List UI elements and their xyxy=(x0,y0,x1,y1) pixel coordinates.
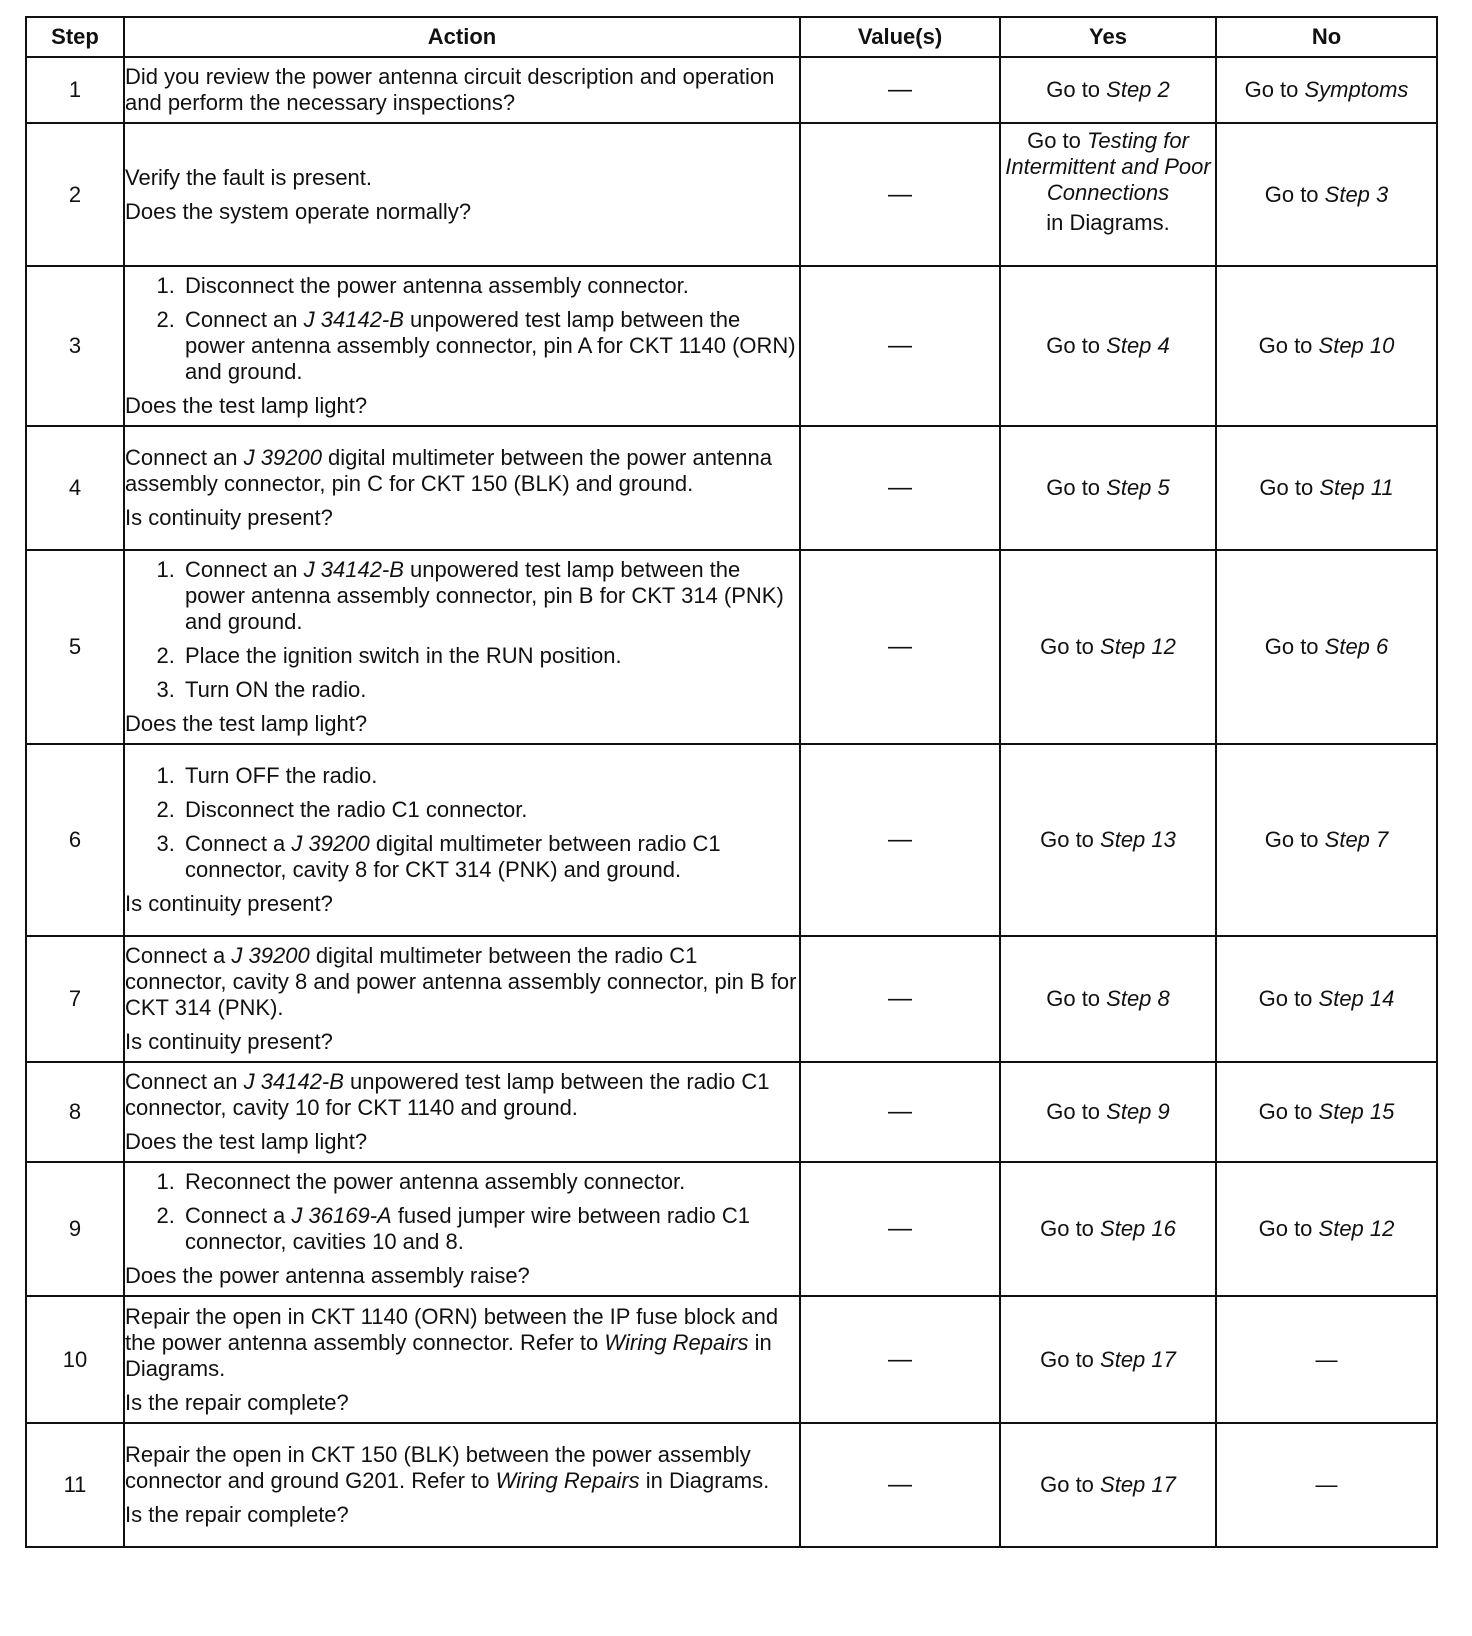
yes-cell: Go to Step 12 xyxy=(1000,550,1216,744)
value-cell: — xyxy=(800,266,1000,426)
action-text: Does the system operate normally? xyxy=(125,198,472,224)
action-cell xyxy=(124,1423,800,1547)
action-cell xyxy=(124,936,800,1062)
table-row xyxy=(26,57,1437,123)
action-cell xyxy=(124,1296,800,1423)
action-text: Repair the open in CKT 150 (BLK) between the power assembly connector and ground G201. Refer to Wiring Repairs in Diagrams. xyxy=(125,1442,770,1493)
header-no: No xyxy=(1216,17,1437,57)
header-values: Value(s) xyxy=(800,17,1000,57)
step-link: Symptoms xyxy=(1304,77,1409,102)
action-step: 2. Connect an J 34142-B unpowered test lamp between the power antenna assembly connector, pin A for CKT 1140 (ORN) and ground. xyxy=(181,307,799,385)
value-cell: — xyxy=(800,1062,1000,1162)
no-cell: Go to Step 12 xyxy=(1216,1162,1437,1296)
yes-cell: Go to Step 16 xyxy=(1000,1162,1216,1296)
tool-reference: J 39200 xyxy=(243,445,322,470)
action-cell xyxy=(124,266,800,426)
action-text: Connect a J 39200 digital multimeter between the radio C1 connector, cavity 8 and power antenna assembly connector, pin B for CKT 314 (PNK). xyxy=(125,943,797,1020)
step-number: 6 xyxy=(26,744,124,936)
table-row xyxy=(26,266,1437,426)
action-text: Did you review the power antenna circuit description and operation and perform the necessary inspections? xyxy=(125,64,775,115)
action-text: Connect an J 34142-B unpowered test lamp between the radio C1 connector, cavity 10 for CKT 1140 and ground. xyxy=(125,1069,770,1120)
table-row xyxy=(26,426,1437,550)
step-link: Step 16 xyxy=(1100,1216,1176,1241)
action-question: Is continuity present? xyxy=(125,505,333,530)
tool-reference: Wiring Repairs xyxy=(604,1329,749,1355)
step-link: Step 10 xyxy=(1318,333,1395,358)
action-steps xyxy=(125,1169,799,1255)
action-steps xyxy=(125,273,799,385)
reference-link: Testing for Intermittent and Poor Connections xyxy=(1005,128,1211,205)
tool-reference: J 34142-B xyxy=(243,1069,344,1094)
action-step: 2. Place the ignition switch in the RUN position. xyxy=(181,643,799,669)
value-cell: — xyxy=(800,936,1000,1062)
action-step: 2. Disconnect the radio C1 connector. xyxy=(181,797,799,823)
no-cell: Go to Symptoms xyxy=(1216,57,1437,123)
tool-reference: J 34142-B xyxy=(303,557,404,582)
yes-text: Go to Testing for Intermittent and Poor Connections xyxy=(1005,128,1211,205)
step-number: 7 xyxy=(26,936,124,1062)
action-step: 3. Connect a J 39200 digital multimeter between radio C1 connector, cavity 8 for CKT 314 (PNK) and ground. xyxy=(181,831,799,883)
action-cell xyxy=(124,1162,800,1296)
table-row xyxy=(26,123,1437,266)
no-cell: Go to Step 6 xyxy=(1216,550,1437,744)
step-number: 9 xyxy=(26,1162,124,1296)
action-step: 1. Turn OFF the radio. xyxy=(181,763,799,789)
action-text: Verify the fault is present. xyxy=(125,164,373,190)
step-number: 3 xyxy=(26,266,124,426)
no-cell: — xyxy=(1216,1423,1437,1547)
table-body xyxy=(26,57,1437,1547)
step-link: Step 17 xyxy=(1100,1472,1176,1497)
value-cell: — xyxy=(800,123,1000,266)
action-question: Does the test lamp light? xyxy=(125,393,368,418)
action-cell xyxy=(124,1062,800,1162)
header-step: Step xyxy=(26,17,124,57)
no-cell: — xyxy=(1216,1296,1437,1423)
action-question: Is the repair complete? xyxy=(125,1389,349,1415)
yes-suffix: in Diagrams. xyxy=(1046,210,1170,235)
tool-reference: J 36169-A xyxy=(291,1203,392,1228)
value-cell: — xyxy=(800,1296,1000,1423)
step-number: 4 xyxy=(26,426,124,550)
no-cell: Go to Step 11 xyxy=(1216,426,1437,550)
action-text: Repair the open in CKT 1140 (ORN) between the IP fuse block and the power antenna assembly connector. Refer to Wiring Repairs in Diagrams. xyxy=(125,1303,779,1381)
action-question: Is continuity present? xyxy=(125,1029,333,1054)
step-link: Step 13 xyxy=(1100,827,1176,852)
action-steps xyxy=(125,557,799,703)
yes-cell: Go to Step 5 xyxy=(1000,426,1216,550)
tool-reference: J 39200 xyxy=(291,831,370,856)
no-cell: Go to Step 14 xyxy=(1216,936,1437,1062)
step-number: 5 xyxy=(26,550,124,744)
step-link: Step 14 xyxy=(1318,986,1395,1011)
header-action: Action xyxy=(124,17,800,57)
no-cell: Go to Step 3 xyxy=(1216,123,1437,266)
no-cell: Go to Step 10 xyxy=(1216,266,1437,426)
action-text: Connect an J 39200 digital multimeter between the power antenna assembly connector, pin C for CKT 150 (BLK) and ground. xyxy=(125,445,772,496)
step-link: Step 12 xyxy=(1318,1216,1395,1241)
step-link: Step 7 xyxy=(1324,827,1389,852)
action-cell xyxy=(124,123,800,266)
diagnostic-table xyxy=(25,16,1438,1548)
step-number: 10 xyxy=(26,1296,124,1423)
no-cell: Go to Step 15 xyxy=(1216,1062,1437,1162)
step-number: 11 xyxy=(26,1423,124,1547)
table-row xyxy=(26,1162,1437,1296)
step-link: Step 11 xyxy=(1319,475,1394,500)
yes-cell: Go to Step 17 xyxy=(1000,1296,1216,1423)
step-number: 1 xyxy=(26,57,124,123)
table-row xyxy=(26,1062,1437,1162)
yes-cell: Go to Step 2 xyxy=(1000,57,1216,123)
value-cell: — xyxy=(800,57,1000,123)
header-row xyxy=(26,17,1437,57)
action-cell xyxy=(124,57,800,123)
table-row xyxy=(26,550,1437,744)
action-question: Does the power antenna assembly raise? xyxy=(125,1263,530,1288)
action-step: 3. Turn ON the radio. xyxy=(181,677,799,703)
step-link: Step 3 xyxy=(1324,181,1389,207)
step-link: Step 2 xyxy=(1106,77,1170,102)
tool-reference: Wiring Repairs xyxy=(495,1468,640,1493)
action-step: 2. Connect a J 36169-A fused jumper wire between radio C1 connector, cavities 10 and 8. xyxy=(181,1203,799,1255)
yes-cell xyxy=(1000,123,1216,266)
value-cell: — xyxy=(800,744,1000,936)
tool-reference: J 39200 xyxy=(231,943,310,968)
value-cell: — xyxy=(800,426,1000,550)
step-number: 2 xyxy=(26,123,124,266)
action-steps xyxy=(125,763,799,883)
action-cell xyxy=(124,426,800,550)
yes-cell: Go to Step 17 xyxy=(1000,1423,1216,1547)
table-row xyxy=(26,1423,1437,1547)
step-link: Step 5 xyxy=(1106,475,1170,500)
action-step: 1. Disconnect the power antenna assembly connector. xyxy=(181,273,799,299)
yes-cell: Go to Step 9 xyxy=(1000,1062,1216,1162)
tool-reference: J 34142-B xyxy=(303,307,404,332)
value-cell: — xyxy=(800,1162,1000,1296)
yes-cell: Go to Step 4 xyxy=(1000,266,1216,426)
action-step: 1. Reconnect the power antenna assembly connector. xyxy=(181,1169,799,1195)
header-yes: Yes xyxy=(1000,17,1216,57)
table-row xyxy=(26,744,1437,936)
action-question: Does the test lamp light? xyxy=(125,711,368,736)
value-cell: — xyxy=(800,1423,1000,1547)
step-link: Step 8 xyxy=(1106,986,1170,1011)
yes-cell: Go to Step 8 xyxy=(1000,936,1216,1062)
table-row xyxy=(26,1296,1437,1423)
table-row xyxy=(26,936,1437,1062)
action-step: 1. Connect an J 34142-B unpowered test lamp between the power antenna assembly connector, pin B for CKT 314 (PNK) and ground. xyxy=(181,557,799,635)
step-link: Step 12 xyxy=(1100,634,1176,659)
step-link: Step 17 xyxy=(1100,1346,1176,1372)
value-cell: — xyxy=(800,550,1000,744)
no-cell: Go to Step 7 xyxy=(1216,744,1437,936)
action-cell xyxy=(124,550,800,744)
action-question: Is continuity present? xyxy=(125,891,333,916)
step-link: Step 15 xyxy=(1318,1099,1395,1124)
action-question: Is the repair complete? xyxy=(125,1502,349,1527)
step-link: Step 9 xyxy=(1106,1099,1170,1124)
action-cell xyxy=(124,744,800,936)
step-link: Step 6 xyxy=(1324,634,1389,659)
step-link: Step 4 xyxy=(1106,333,1170,358)
action-question: Does the test lamp light? xyxy=(125,1129,368,1154)
yes-cell: Go to Step 13 xyxy=(1000,744,1216,936)
step-number: 8 xyxy=(26,1062,124,1162)
